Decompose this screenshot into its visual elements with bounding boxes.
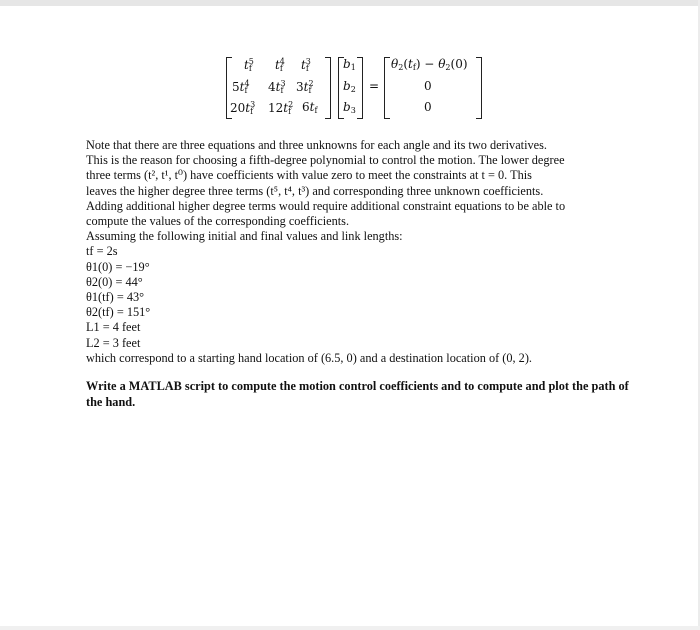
rhs-row-2: 0 [424,79,432,93]
value-l2: L2 = 3 feet [86,335,141,350]
bottom-border [0,626,700,630]
task-instruction: Write a MATLAB script to compute the motion control coefficients and to compute and plot the path of the hand. [86,379,629,409]
assumption-intro: Assuming the following initial and final values and link lengths: [86,229,403,244]
value-theta2-final: θ2(tf) = 151° [86,305,151,320]
matrix-cell: $t_f^4$ [275,57,285,73]
matrix-cell: $t_f^3$ [301,57,311,73]
matrix-cell: $12t_f^2$ [268,100,294,116]
paragraph-line: Adding additional higher degree terms would require additional constraint equations to be able to [86,198,566,213]
paragraph-line: This is the reason for choosing a fifth-degree polynomial to control the motion. The lower degree [86,153,565,168]
location-sentence: which correspond to a starting hand location of (6.5, 0) and a destination location of (0, 2). [86,350,532,365]
rhs-row-1: $\theta_2(t_f) - \theta_2(0)$ [391,57,468,72]
unknown-b3: $b_3$ [343,100,356,115]
value-tf: tf = 2s [86,244,118,259]
value-theta1-start: θ1(0) = −19° [86,259,150,274]
matrix-cell: $20t_f^3$ [230,100,256,116]
matrix-cell: $5t_f^4$ [232,79,250,95]
matrix-cell: $t_f^5$ [244,57,254,73]
matrix-equation [226,57,486,119]
vector-right-bracket [357,57,363,119]
paragraph-line: Note that there are three equations and three unknowns for each angle and its two derivatives. [86,138,547,152]
rhs-right-bracket [476,57,482,119]
value-theta2-start: θ2(0) = 44° [86,274,143,289]
value-theta1-final: θ1(tf) = 43° [86,290,145,305]
value-l1: L1 = 4 feet [86,320,141,335]
unknown-b2: $b_2$ [343,79,356,94]
paragraph-line: leaves the higher degree three terms (t⁵, t⁴, t³) and corresponding three unknown coefficients. [86,183,544,198]
matrix-cell: $3t_f^2$ [296,79,314,95]
matrix-cell: $6t_f$ [302,100,318,115]
paragraph-line: three terms (t², t¹, t⁰) have coefficients with value zero to meet the constraints at t = 0. This [86,168,532,183]
body-text [86,138,631,410]
matrix-cell: $4t_f^3$ [268,79,286,95]
unknown-b1: $b_1$ [343,57,356,72]
rhs-left-bracket [384,57,390,119]
paragraph-line: compute the values of the corresponding coefficients. [86,214,350,229]
top-border [0,0,700,6]
rhs-row-3: 0 [424,100,432,114]
matrix-right-bracket [325,57,331,119]
equals-sign: = [369,79,380,93]
